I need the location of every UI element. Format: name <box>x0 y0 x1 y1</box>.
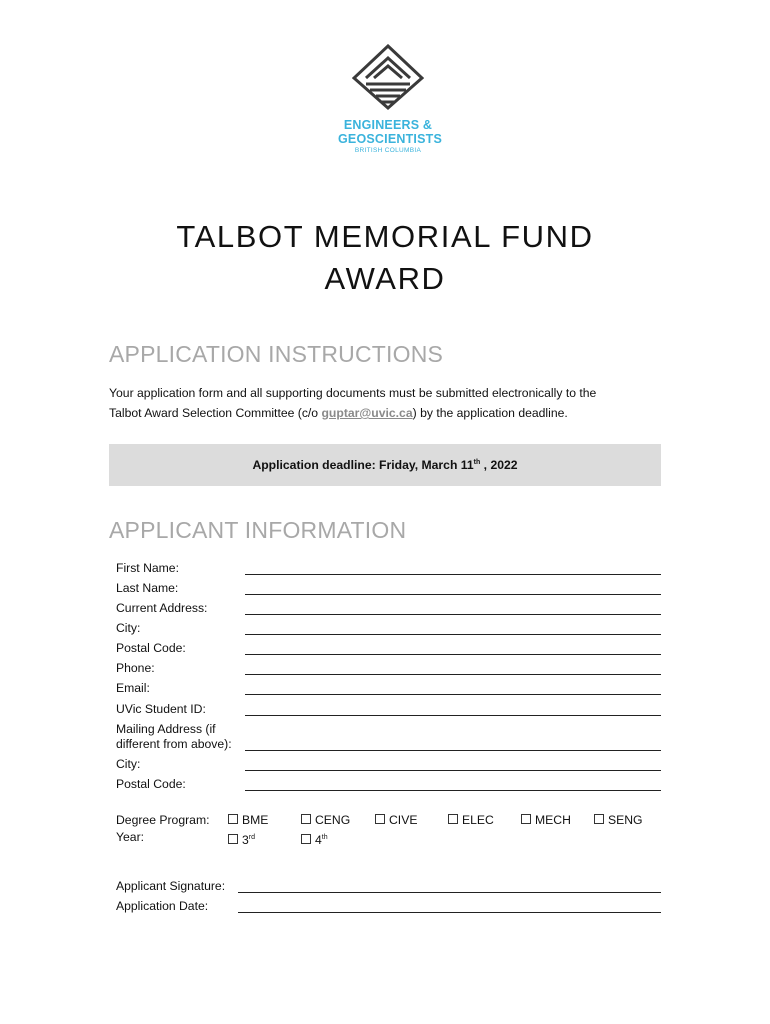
field-input-line[interactable] <box>245 674 661 675</box>
deadline-banner <box>109 444 661 486</box>
field-label: Current Address: <box>116 601 208 615</box>
field-label-cont: different from above): <box>116 737 232 751</box>
instructions-line2-post: ) by the application deadline. <box>412 406 568 420</box>
field-label: Last Name: <box>116 581 179 595</box>
checkbox-icon[interactable] <box>448 814 458 824</box>
year-option-4th[interactable] <box>301 830 328 848</box>
checkbox-icon[interactable] <box>301 814 311 824</box>
degree-option-label: BME <box>242 813 269 827</box>
deadline-text-pre: Application deadline: Friday, March 11 <box>252 458 474 472</box>
field-phone[interactable] <box>116 661 661 681</box>
degree-option-mech[interactable] <box>521 813 571 828</box>
field-label: Applicant Signature: <box>116 879 226 893</box>
field-uvic-student-id[interactable] <box>116 702 661 722</box>
field-label: UVic Student ID: <box>116 702 206 716</box>
title-line2: AWARD <box>324 261 446 296</box>
field-label: City: <box>116 757 141 771</box>
year-option-sup: rd <box>248 834 256 841</box>
instructions-line1: Your application form and all supporting documents must be submitted electronically to the <box>109 386 597 400</box>
title-line1: TALBOT MEMORIAL FUND <box>176 219 594 254</box>
checkbox-icon[interactable] <box>228 814 238 824</box>
degree-option-label: ELEC <box>462 813 494 827</box>
checkbox-icon[interactable] <box>521 814 531 824</box>
checkbox-icon[interactable] <box>375 814 385 824</box>
checkbox-icon[interactable] <box>301 834 311 844</box>
applicant-heading: APPLICANT INFORMATION <box>109 517 407 543</box>
degree-option-cive[interactable] <box>375 813 417 828</box>
degree-option-label: MECH <box>535 813 571 827</box>
field-applicant-signature[interactable] <box>116 879 661 899</box>
field-input-line[interactable] <box>245 715 661 716</box>
instructions-line2 <box>109 403 669 423</box>
degree-option-label: CIVE <box>389 813 418 827</box>
field-mailing-address[interactable] <box>116 722 661 756</box>
year-option-num: 4 <box>315 833 322 848</box>
field-label: First Name: <box>116 561 179 575</box>
instructions-paragraph <box>109 383 669 423</box>
year-option-sup: th <box>321 834 328 841</box>
field-input-line[interactable] <box>245 614 661 615</box>
degree-option-label: SENG <box>608 813 643 827</box>
field-input-line[interactable] <box>245 694 661 695</box>
logo-text-line3: BRITISH COLUMBIA <box>354 147 422 154</box>
checkbox-icon[interactable] <box>228 834 238 844</box>
degree-option-elec[interactable] <box>448 813 494 828</box>
field-first-name[interactable] <box>116 561 661 581</box>
field-label: Email: <box>116 681 150 695</box>
field-label: Postal Code: <box>116 777 186 791</box>
checkbox-icon[interactable] <box>594 814 604 824</box>
field-mailing-postal-code[interactable] <box>116 777 661 797</box>
field-application-date[interactable] <box>116 899 661 919</box>
field-label: Mailing Address (if <box>116 722 216 736</box>
date-line[interactable] <box>238 912 661 913</box>
field-label: Application Date: <box>116 899 209 913</box>
instructions-heading: APPLICATION INSTRUCTIONS <box>109 341 444 367</box>
year-label: Year: <box>116 830 145 844</box>
logo-text-line1: ENGINEERS & <box>343 118 433 132</box>
field-label: City: <box>116 621 141 635</box>
year-option-num: 3 <box>242 833 249 848</box>
degree-option-ceng[interactable] <box>301 813 350 828</box>
year-option-3rd[interactable] <box>228 830 255 848</box>
deadline-sup: th <box>473 458 481 466</box>
degree-option-seng[interactable] <box>594 813 643 828</box>
page-title <box>0 216 770 300</box>
field-input-line[interactable] <box>245 770 661 771</box>
egbc-logo <box>338 44 443 156</box>
signature-line[interactable] <box>238 892 661 893</box>
field-input-line[interactable] <box>245 790 661 791</box>
field-postal-code[interactable] <box>116 641 661 661</box>
field-input-line[interactable] <box>245 574 661 575</box>
field-input-line[interactable] <box>245 750 661 751</box>
deadline-text-post: , 2022 <box>480 458 518 472</box>
field-mailing-city[interactable] <box>116 757 661 777</box>
instructions-line2-pre: Talbot Award Selection Committee (c/o <box>109 406 322 420</box>
degree-option-label: CENG <box>315 813 351 827</box>
field-input-line[interactable] <box>245 634 661 635</box>
field-email[interactable] <box>116 681 661 701</box>
field-last-name[interactable] <box>116 581 661 601</box>
field-input-line[interactable] <box>245 654 661 655</box>
degree-program-label: Degree Program: <box>116 813 210 827</box>
field-input-line[interactable] <box>245 594 661 595</box>
deadline-text <box>252 458 517 472</box>
field-city[interactable] <box>116 621 661 641</box>
degree-option-bme[interactable] <box>228 813 268 828</box>
email-link[interactable]: guptar@uvic.ca <box>321 406 413 420</box>
egbc-mark-icon <box>352 44 424 110</box>
field-label: Postal Code: <box>116 641 186 655</box>
logo-text-line2: GEOSCIENTISTS <box>338 132 443 146</box>
field-current-address[interactable] <box>116 601 661 621</box>
field-label: Phone: <box>116 661 155 675</box>
